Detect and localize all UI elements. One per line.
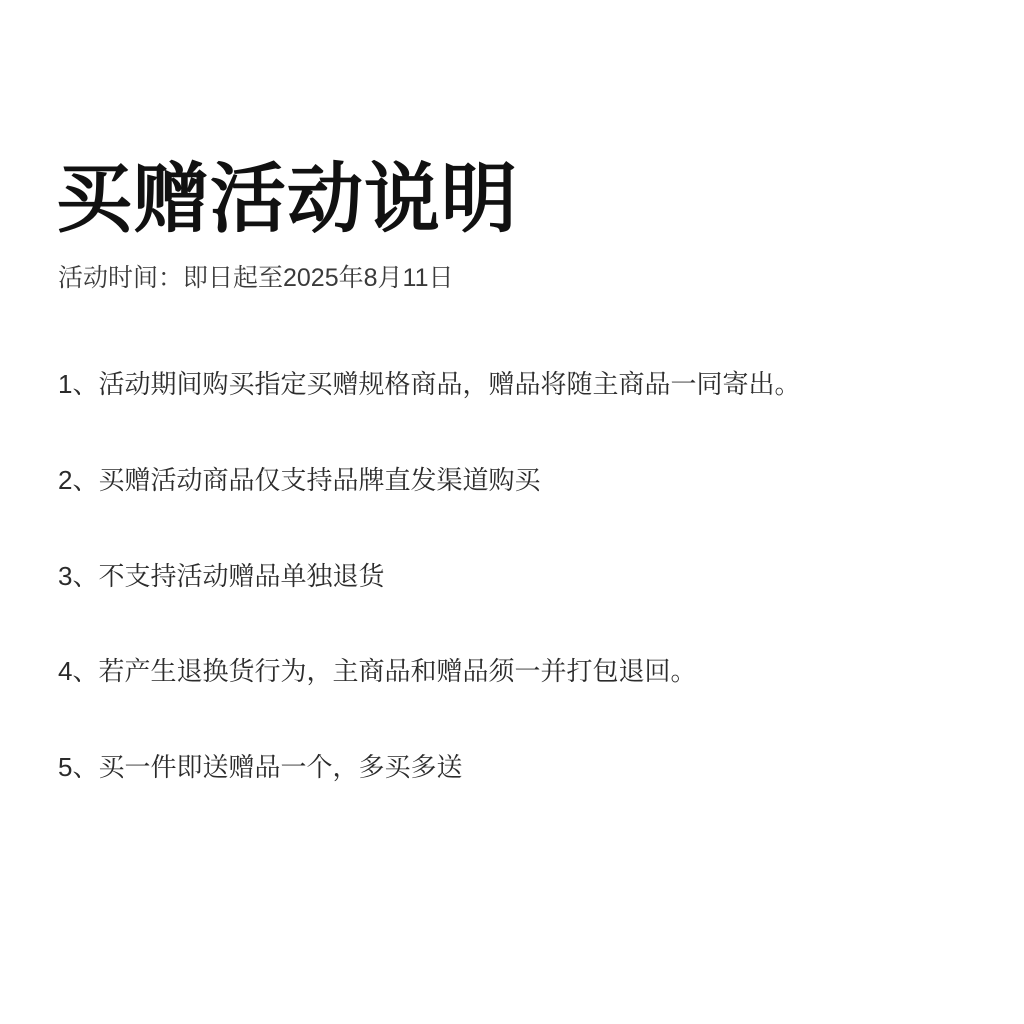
list-item: 1、活动期间购买指定买赠规格商品，赠品将随主商品一同寄出。 xyxy=(58,369,801,400)
list-item: 2、买赠活动商品仅支持品牌直发渠道购买 xyxy=(58,464,541,495)
list-item: 3、不支持活动赠品单独退货 xyxy=(58,560,385,591)
list-item: 5、买一件即送赠品一个，多买多送 xyxy=(58,752,463,783)
activity-period-subtitle: 活动时间：即日起至2025年8月11日 xyxy=(58,263,454,292)
rules-list xyxy=(56,366,968,786)
page-title: 买赠活动说明 xyxy=(56,157,518,242)
list-item: 4、若产生退换货行为，主商品和赠品须一并打包退回。 xyxy=(58,656,697,687)
